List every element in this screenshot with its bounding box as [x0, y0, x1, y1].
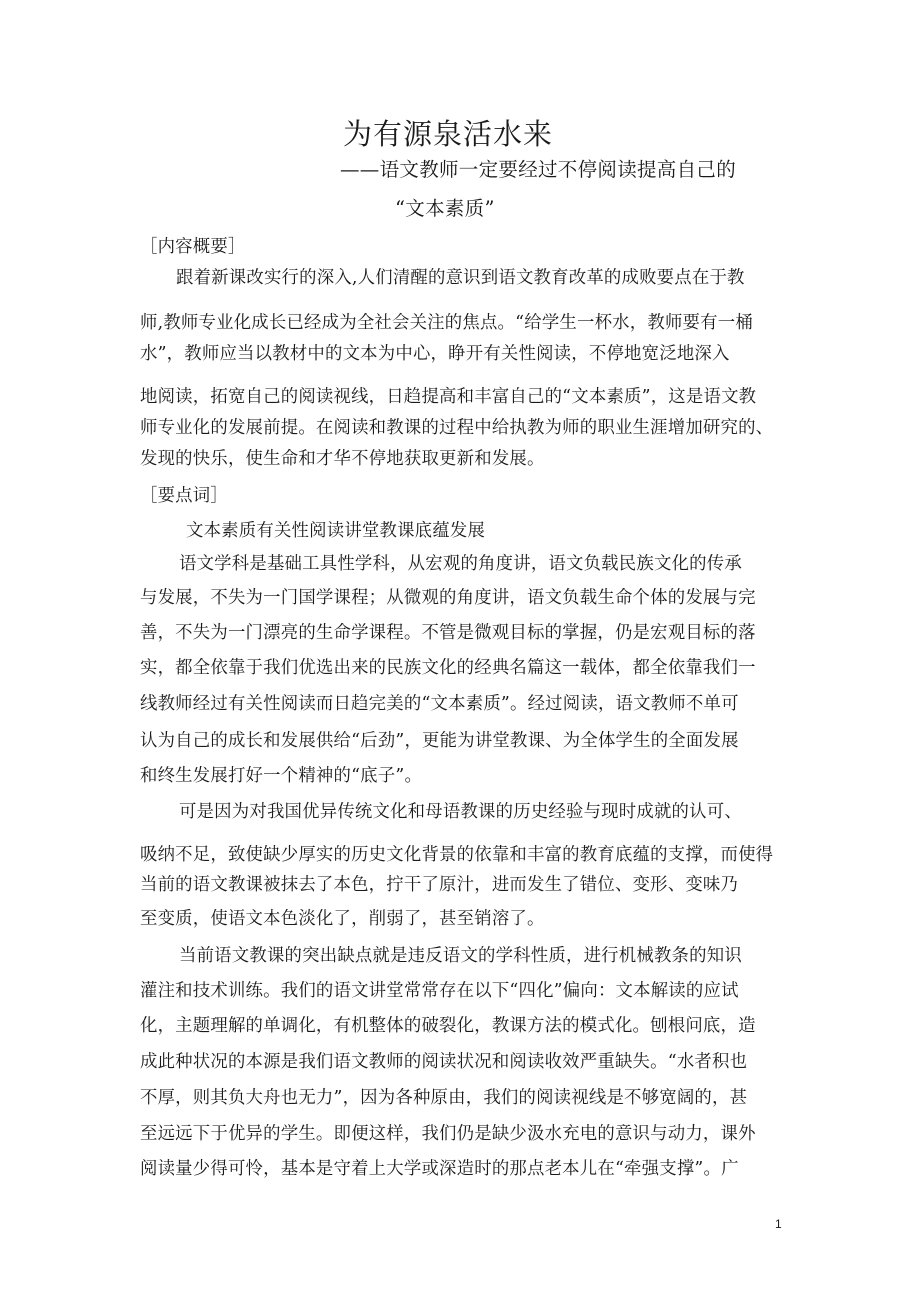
abstract-heading: ［内容概要］: [140, 237, 246, 257]
page-number: 1: [775, 1217, 782, 1231]
paragraph-line: 认为自己的成长和发展供给“后劲”，更能为讲堂教课、为全体学生的全面发展: [140, 731, 739, 751]
paragraph-line: 当前的语文教课被抹去了本色，拧干了原汁，进而发生了错位、变形、变味乃: [140, 875, 739, 895]
paragraph-line: 化，主题理解的单调化，有机整体的破裂化，教课方法的模式化。刨根问底，造: [140, 1016, 756, 1036]
abstract-line: 地阅读，拓宽自己的阅读视线，日趋提高和丰富自己的“文本素质”，这是语文教: [140, 387, 757, 407]
paragraph-line: 和终生发展打好一个精神的“底子”。: [140, 766, 423, 786]
keywords: 文本素质有关性阅读讲堂教课底蕴发展: [186, 521, 486, 541]
paragraph-line: 实，都全依靠于我们优选出来的民族文化的经典名篇这一载体，都全依靠我们一: [140, 658, 756, 678]
document-subtitle-line2: “文本素质”: [395, 197, 495, 220]
abstract-line: 发现的快乐，使生命和才华不停地获取更新和发展。: [140, 449, 545, 469]
abstract-line: 师专业化的发展前提。在阅读和教课的过程中给执教为师的职业生涯增加研究的、: [140, 418, 774, 438]
paragraph-line: 吸纳不足，致使缺少厚实的历史文化背景的依靠和丰富的教育底蕴的支撑，而使得: [140, 845, 774, 865]
paragraph-line: 线教师经过有关性阅读而日趋完美的“文本素质”。经过阅读，语文教师不单可: [140, 694, 739, 714]
paragraph-line: 灌注和技术训练。我们的语文讲堂常常存在以下“四化”偏向：文本解读的应试: [140, 981, 739, 1001]
paragraph-line: 与发展，不失为一门国学课程；从微观的角度讲，语文负载生命个体的发展与完: [140, 588, 756, 608]
paragraph-line: 至远远下于优异的学生。即便这样，我们仍是缺少汲水充电的意识与动力，课外: [140, 1124, 756, 1144]
paragraph-line: 语文学科是基础工具性学科，从宏观的角度讲，语文负载民族文化的传承: [179, 554, 742, 574]
paragraph-line: 当前语文教课的突出缺点就是违反语文的学科性质，进行机械教条的知识: [179, 946, 742, 966]
paragraph-line: 善，不失为一门漂亮的生命学课程。不管是微观目标的掌握，仍是宏观目标的落: [140, 623, 756, 643]
document-subtitle-line1: ——语文教师一定要经过不停阅读提高自己的: [340, 158, 737, 181]
abstract-line: 师,教师专业化成长已经成为全社会关注的焦点。“给学生一杯水，教师要有一桶: [140, 313, 753, 333]
keywords-heading: ［要点词］: [140, 486, 228, 506]
paragraph-line: 不厚，则其负大舟也无力”，因为各种原由，我们的阅读视线是不够宽阔的，甚: [140, 1088, 748, 1108]
paragraph-line: 成此种状况的本源是我们语文教师的阅读状况和阅读收效严重缺失。“水者积也: [140, 1052, 748, 1072]
abstract-line: 水”，教师应当以教材中的文本为中心，睁开有关性阅读，不停地宽泛地深入: [140, 344, 730, 364]
document-title: 为有源泉活水来: [343, 117, 554, 151]
paragraph-line: 可是因为对我国优异传统文化和母语教课的历史经验与现时成就的认可、: [179, 802, 742, 822]
paragraph-line: 至变质，使语文本色淡化了，削弱了，甚至销溶了。: [140, 909, 545, 929]
abstract-line: 跟着新课改实行的深入,人们清醒的意识到语文教育改革的成败要点在于教: [176, 268, 745, 288]
paragraph-line: 阅读量少得可怜，基本是守着上大学或深造时的那点老本儿在“牵强支撑”。广: [140, 1159, 739, 1179]
